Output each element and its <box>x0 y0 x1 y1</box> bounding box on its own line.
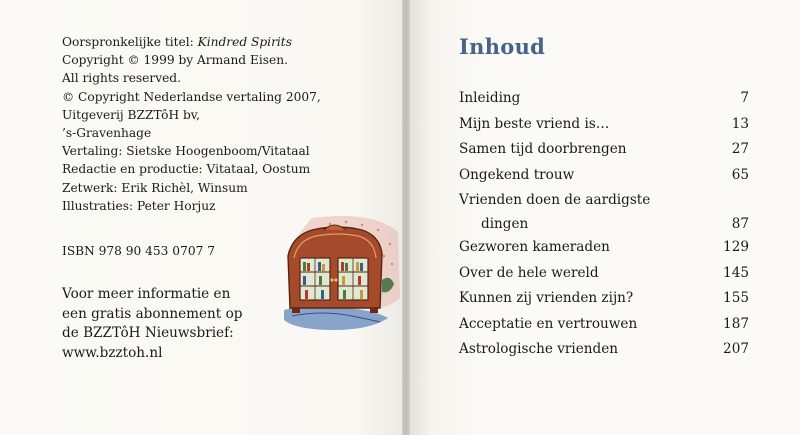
toc-entry-title-continued: dingen <box>481 216 529 232</box>
table-of-contents <box>459 90 749 367</box>
toc-entry-page: 65 <box>731 166 749 183</box>
colophon-line: Illustraties: Peter Horjuz <box>62 198 216 213</box>
colophon-line: Uitgeverij BZZTôH bv, <box>62 107 201 122</box>
toc-entry-page: 187 <box>723 315 749 332</box>
toc-entry-page: 145 <box>723 264 749 281</box>
colophon-line: Oorspronkelijke titel: Kindred Spirits <box>62 35 292 49</box>
info-line: Voor meer informatie en <box>62 286 231 302</box>
colophon-line: © Copyright Nederlandse vertaling 2007, <box>62 89 321 104</box>
toc-entry <box>459 239 749 265</box>
colophon-line: Zetwerk: Erik Richèl, Winsum <box>62 180 248 195</box>
colophon-line: Copyright © 1999 by Armand Eisen. <box>62 53 288 68</box>
toc-entry-title: Gezworen kameraden <box>459 239 610 255</box>
isbn: ISBN 978 90 453 0707 7 <box>62 244 215 258</box>
toc-entry-page: 7 <box>740 90 749 106</box>
toc-entry <box>459 316 749 342</box>
toc-entry-title: Ongekend trouw <box>459 166 575 183</box>
toc-entry-page: 155 <box>723 290 749 306</box>
book-gutter <box>402 0 410 435</box>
toc-entry-page: 13 <box>731 115 749 132</box>
toc-entry-title: Mijn beste vriend is… <box>459 115 610 132</box>
colophon-line: All rights reserved. <box>62 71 181 86</box>
toc-entry-title: Inleiding <box>459 90 521 106</box>
toc-entry-title: Vrienden doen de aardigste <box>459 192 651 208</box>
toc-entry <box>459 141 749 167</box>
toc-entry-title: Astrologische vrienden <box>459 341 619 357</box>
toc-entry <box>459 192 749 239</box>
colophon-line: Redactie en productie: Vitataal, Oostum <box>62 162 311 177</box>
toc-entry <box>459 265 749 291</box>
info-line: de BZZTôH Nieuwsbrief: <box>62 325 234 342</box>
colophon-line: Vertaling: Sietske Hoogenboom/Vitataal <box>62 144 310 159</box>
original-title: Kindred Spirits <box>197 35 292 49</box>
toc-entry-title: Kunnen zij vrienden zijn? <box>459 290 634 306</box>
toc-entry <box>459 167 749 193</box>
toc-entry-title: Acceptatie en vertrouwen <box>459 315 638 332</box>
info-line: een gratis abonnement op <box>62 305 243 322</box>
toc-entry <box>459 90 749 116</box>
newsletter-info <box>62 285 242 363</box>
toc-entry <box>459 341 749 367</box>
website-url: www.bzztoh.nl <box>62 344 163 361</box>
toc-entry-page: 207 <box>723 341 749 357</box>
toc-entry-title: Over de hele wereld <box>459 264 599 281</box>
toc-heading: Inhoud <box>459 34 546 59</box>
toc-entry <box>459 116 749 142</box>
bookcase-cabinet-illustration <box>272 210 400 334</box>
toc-entry-page: 129 <box>723 239 749 255</box>
colophon-line: ’s-Gravenhage <box>62 126 152 141</box>
toc-entry-page: 27 <box>731 141 749 157</box>
toc-entry <box>459 290 749 316</box>
colophon <box>62 33 321 215</box>
toc-entry-page: 87 <box>731 216 749 232</box>
toc-entry-title: Samen tijd doorbrengen <box>459 141 627 157</box>
